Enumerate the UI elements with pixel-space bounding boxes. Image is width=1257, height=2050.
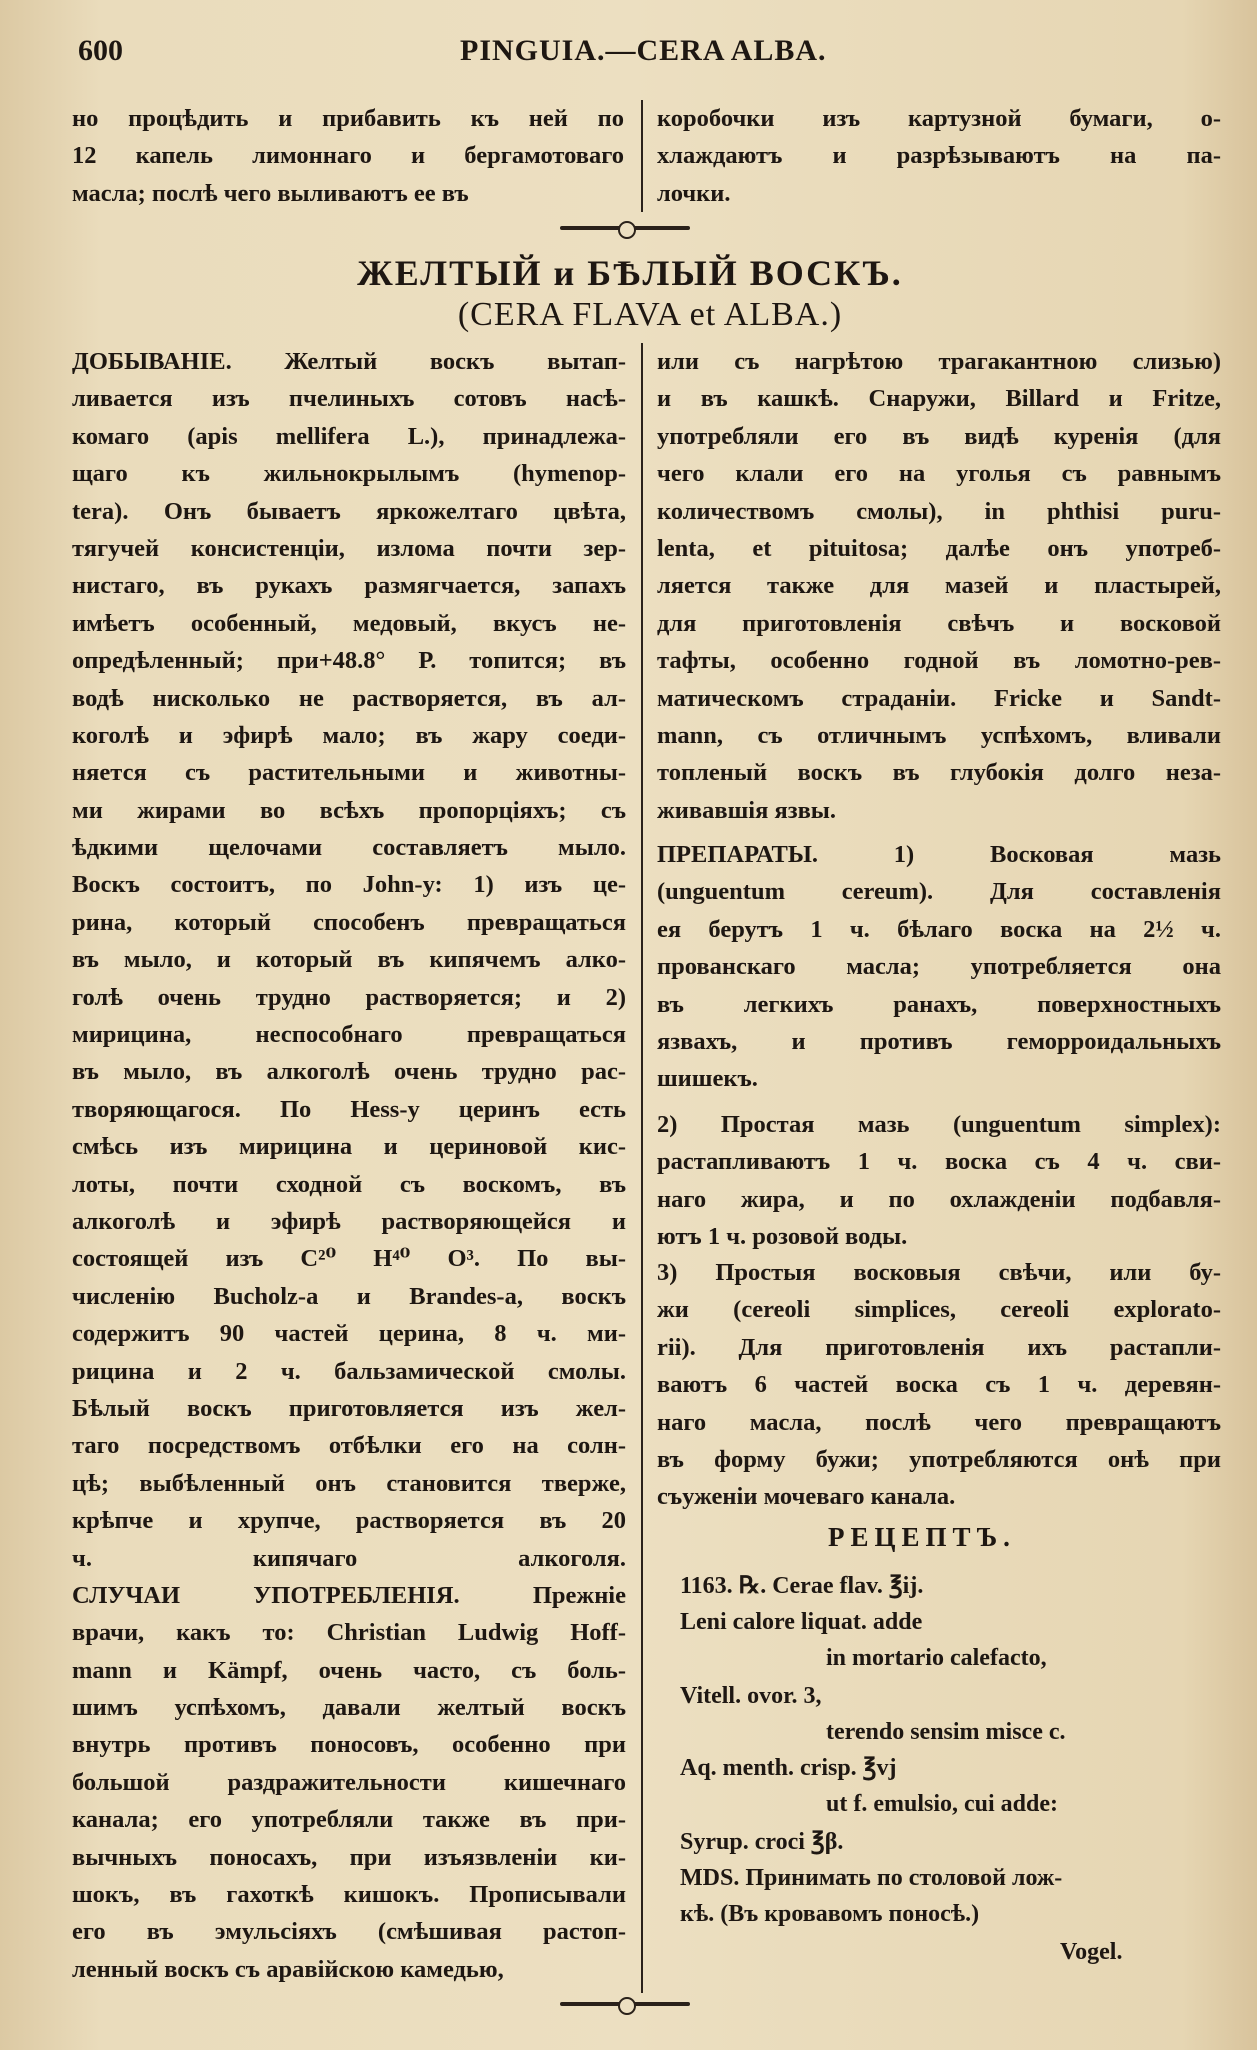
text-line: рина, который способенъ превращаться <box>72 908 626 936</box>
text-line: таго посредствомъ отбѣлки его на солн- <box>72 1432 626 1460</box>
section-ornament-bottom <box>560 2002 690 2006</box>
text-line: комаго (apis mellifera L.), принадлежа- <box>72 422 626 450</box>
recipe-line: in mortario calefacto, <box>826 1645 1047 1671</box>
text-line: мирицина, неспособнаго превращаться <box>72 1021 626 1049</box>
text-line: щаго къ жильнокрылымъ (hymenop- <box>72 460 626 488</box>
text-line: крѣпче и хрупче, растворяется въ 20 <box>72 1507 626 1535</box>
simple-ointment-paragraph <box>657 1106 1221 1256</box>
text-line: тягучей консистенціи, излома почти зер- <box>72 534 626 562</box>
text-line: шокъ, въ гахоткѣ кишокъ. Прописывали <box>72 1881 626 1909</box>
article-subtitle: (CERA FLAVA et ALBA.) <box>457 296 843 333</box>
recipe-author: Vogel. <box>1060 1939 1123 1965</box>
text-line: ляется также для мазей и пластырей, <box>657 572 1221 600</box>
text-line: рицина и 2 ч. бальзамической смолы. <box>72 1357 626 1385</box>
text-line: mann и Kämpf, очень часто, съ боль- <box>72 1656 626 1684</box>
left-column <box>72 343 626 1988</box>
section-ornament-top <box>560 226 690 230</box>
text-line: и въ кашкѣ. Снаружи, Billard и Fritze, <box>657 385 1221 413</box>
recipe-line: Aq. menth. crisp. ℥vj <box>680 1755 897 1781</box>
text-line: ютъ 1 ч. розовой воды. <box>657 1223 908 1251</box>
text-line: большой раздражительности кишечнаго <box>72 1768 626 1796</box>
text-line: растапливаютъ 1 ч. воска съ 4 ч. сви- <box>657 1148 1221 1176</box>
text-line: лоты, почти сходной съ воскомъ, въ <box>72 1170 626 1198</box>
text-line: mann, съ отличнымъ успѣхомъ, вливали <box>657 721 1221 749</box>
text-line: смѣсь изъ мирицина и цериновой кис- <box>72 1133 626 1161</box>
text-line: водѣ нисколько не растворяется, въ ал- <box>72 684 626 712</box>
text-line: вычныхъ поносахъ, при изъязвленіи ки- <box>72 1843 626 1871</box>
text-line: tera). Онъ бываетъ яркожелтаго цвѣта, <box>72 497 626 525</box>
text-line: 2) Простая мазь (unguentum simplex): <box>657 1111 1221 1138</box>
text-line: въ легкихъ ранахъ, поверхностныхъ <box>657 990 1221 1018</box>
text-line: съуженіи мочеваго канала. <box>657 1483 956 1511</box>
main-column-divider <box>641 343 643 1993</box>
text-line: внутрь противъ поносовъ, особенно при <box>72 1731 626 1759</box>
page-number: 600 <box>78 34 123 67</box>
recipe-line: 1163. ℞. Cerae flav. ℥ij. <box>680 1573 924 1599</box>
text-line: масла; послѣ чего выливаютъ ее въ <box>72 179 469 207</box>
text-line: чего клали его на уголья съ равнымъ <box>657 460 1221 488</box>
text-line: ДОБЫВАНІЕ. Желтый воскъ вытап- <box>72 348 626 375</box>
recipe-line: MDS. Принимать по столовой лож- <box>680 1865 1063 1891</box>
recipe-line: Leni calore liquat. adde <box>680 1609 923 1635</box>
text-line: нистаго, въ рукахъ размягчается, запахъ <box>72 572 626 600</box>
text-line: прованскаго масла; употребляется она <box>657 953 1221 981</box>
text-line: коголѣ и эфирѣ мало; въ жару соеди- <box>72 721 626 749</box>
text-line: количествомъ смолы), in phthisi puru- <box>657 497 1221 525</box>
text-line: 12 капель лимоннаго и бергамотоваго <box>72 142 624 170</box>
text-line: хлаждаютъ и разрѣзываютъ на па- <box>657 142 1221 170</box>
text-line: голѣ очень трудно растворяется; и 2) <box>72 983 626 1011</box>
text-line: Воскъ состоитъ, по John-у: 1) изъ це- <box>72 871 626 899</box>
text-line: въ форму бужи; употребляются онѣ при <box>657 1445 1221 1473</box>
text-line: лочки. <box>657 179 731 207</box>
text-line: употребляли его въ видѣ куренія (для <box>657 422 1221 450</box>
article-title: ЖЕЛТЫЙ и БѢЛЫЙ ВОСКЪ. <box>357 253 903 293</box>
text-line: наго масла, послѣ чего превращаютъ <box>657 1408 1221 1436</box>
text-line: ч. кипячаго алкоголя. <box>72 1544 626 1572</box>
text-line: шимъ успѣхомъ, давали желтый воскъ <box>72 1694 626 1722</box>
text-line: канала; его употребляли также въ при- <box>72 1806 626 1834</box>
text-line: цѣ; выбѣленный онъ становится тверже, <box>72 1469 626 1497</box>
text-line: численію Bucholz-а и Brandes-а, воскъ <box>72 1282 626 1310</box>
text-line: или съ нагрѣтою трагакантною слизью) <box>657 348 1221 375</box>
text-line: имѣетъ особенный, медовый, вкусъ не- <box>72 609 626 637</box>
text-line: содержитъ 90 частей церина, 8 ч. ми- <box>72 1320 626 1348</box>
text-line: тафты, особенно годной въ ломотно-рев- <box>657 647 1221 675</box>
text-line: въ мыло, и который въ кипячемъ алко- <box>72 946 626 974</box>
text-line: ленный воскъ съ аравійскою камедью, <box>72 1955 504 1983</box>
text-line: Бѣлый воскъ приготовляется изъ жел- <box>72 1394 626 1422</box>
text-line: lenta, et pituitosa; далѣе онъ употреб- <box>657 534 1221 562</box>
text-line: топленый воскъ въ глубокія долго неза- <box>657 759 1221 787</box>
text-line: rii). Для приготовленія ихъ растапли- <box>657 1333 1221 1361</box>
text-line: коробочки изъ картузной бумаги, о- <box>657 105 1221 132</box>
page-header <box>0 34 1257 74</box>
text-line: СЛУЧАИ УПОТРЕБЛЕНІЯ. Прежніе <box>72 1581 626 1609</box>
recipe-line: ut f. emulsio, cui adde: <box>826 1791 1059 1817</box>
text-line: няется съ растительными и животны- <box>72 759 626 787</box>
text-line: но процѣдить и прибавить къ ней по <box>72 105 624 132</box>
wax-bougies-paragraph <box>657 1254 1221 1516</box>
running-title: PINGUIA.—CERA ALBA. <box>460 34 827 67</box>
text-line: наго жира, и по охлажденіи подбавля- <box>657 1185 1221 1213</box>
text-line: состоящей изъ C²⁰ H⁴⁰ O³. По вы- <box>72 1245 626 1273</box>
recipe-block <box>680 1568 1220 1988</box>
text-line: ми жирами во всѣхъ пропорціяхъ; съ <box>72 796 626 824</box>
text-line: (unguentum cereum). Для составленія <box>657 878 1221 906</box>
text-line: язвахъ, и противъ геморроидальныхъ <box>657 1027 1221 1055</box>
text-line: его въ эмульсіяхъ (смѣшивая растоп- <box>72 1918 626 1946</box>
text-line: 3) Простыя восковыя свѣчи, или бу- <box>657 1259 1221 1286</box>
text-line: ваютъ 6 частей воска съ 1 ч. деревян- <box>657 1371 1221 1399</box>
right-column <box>657 343 1221 829</box>
recipe-line: terendo sensim misce c. <box>826 1719 1066 1745</box>
text-line: врачи, какъ то: Christian Ludwig Hoff- <box>72 1619 626 1647</box>
text-line: творяющагося. По Hess-у церинъ есть <box>72 1095 626 1123</box>
recipe-line: Syrup. croci ℥β. <box>680 1829 844 1855</box>
top-right-paragraph <box>657 100 1221 212</box>
top-column-divider <box>641 100 643 212</box>
text-line: шишекъ. <box>657 1065 758 1093</box>
text-line: ея берутъ 1 ч. бѣлаго воска на 2½ ч. <box>657 915 1221 943</box>
text-line: живавшія язвы. <box>657 796 837 824</box>
text-line: для приготовленія свѣчъ и восковой <box>657 609 1221 637</box>
text-line: алкоголѣ и эфирѣ растворяющейся и <box>72 1207 626 1235</box>
text-line: ливается изъ пчелиныхъ сотовъ насѣ- <box>72 385 626 413</box>
text-line: ѣдкими щелочами составляетъ мыло. <box>72 834 626 862</box>
top-left-paragraph <box>72 100 624 212</box>
text-line: въ мыло, въ алкоголѣ очень трудно рас- <box>72 1058 626 1086</box>
text-line: ПРЕПАРАТЫ. 1) Восковая мазь <box>657 841 1221 868</box>
recipe-heading: РЕЦЕПТЪ. <box>828 1522 1016 1552</box>
recipe-line: кѣ. (Въ кровавомъ поносѣ.) <box>680 1901 980 1927</box>
preparations-paragraph <box>657 836 1221 1098</box>
recipe-line: Vitell. ovor. 3, <box>680 1683 822 1709</box>
text-line: матическомъ страданіи. Fricke и Sandt- <box>657 684 1221 712</box>
text-line: опредѣленный; при+48.8° Р. топится; въ <box>72 647 626 675</box>
text-line: жи (cereoli simplices, cereoli explorato- <box>657 1296 1221 1324</box>
